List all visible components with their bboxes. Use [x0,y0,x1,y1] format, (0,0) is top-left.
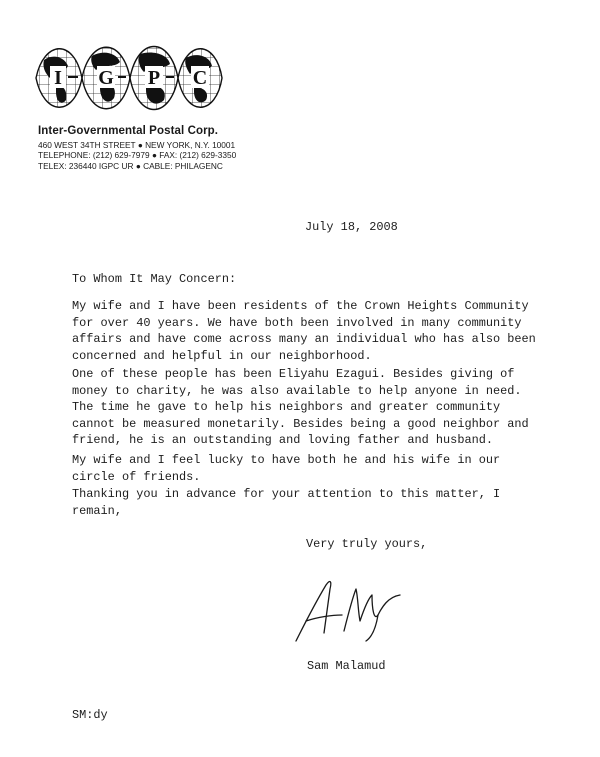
logo-letter-c: C [192,67,208,89]
body-paragraph: My wife and I have been residents of the Crown Heights Community for over 40 years. We have both been involved in many community affairs and have come across many an individual who has also been concerned and helpful in our neighborhood. [72,299,536,363]
letter-date: July 18, 2008 [305,220,398,234]
body-paragraph: My wife and I feel lucky to have both he and his wife in our circle of friends. [72,453,501,484]
address-line: 460 WEST 34TH STREET ● NEW YORK, N.Y. 10001 [38,140,236,150]
body-paragraph: One of these people has been Eliyahu Ezagui. Besides giving of money to charity, he was also available to help anyone in need. The time he gave to help his neighbors and greater community cannot be measured monetarily. Besides being a good neighbor and friend, he is an outstanding and loving father and husband. [72,367,529,448]
body-paragraph: Thanking you in advance for your attention to this matter, I remain, [72,487,501,518]
logo-letter-p: P [147,67,161,89]
company-logo [30,30,226,126]
handwritten-signature [292,575,404,647]
logo-letter-g: G [98,67,114,89]
closing: Very truly yours, [306,537,428,551]
phone-fax-line: TELEPHONE: (212) 629-7979 ● FAX: (212) 629-3350 [38,150,237,161]
salutation: To Whom It May Concern: [72,272,237,286]
telex-cable-line: TELEX: 236440 IGPC UR ● CABLE: PHILAGENC [38,160,223,171]
company-name: Inter-Governmental Postal Corp. [38,125,219,137]
company-address [38,140,298,171]
typist-initials: SM:dy [72,708,108,722]
logo-letter-i: I [54,67,62,89]
signer-name: Sam Malamud [307,659,386,673]
